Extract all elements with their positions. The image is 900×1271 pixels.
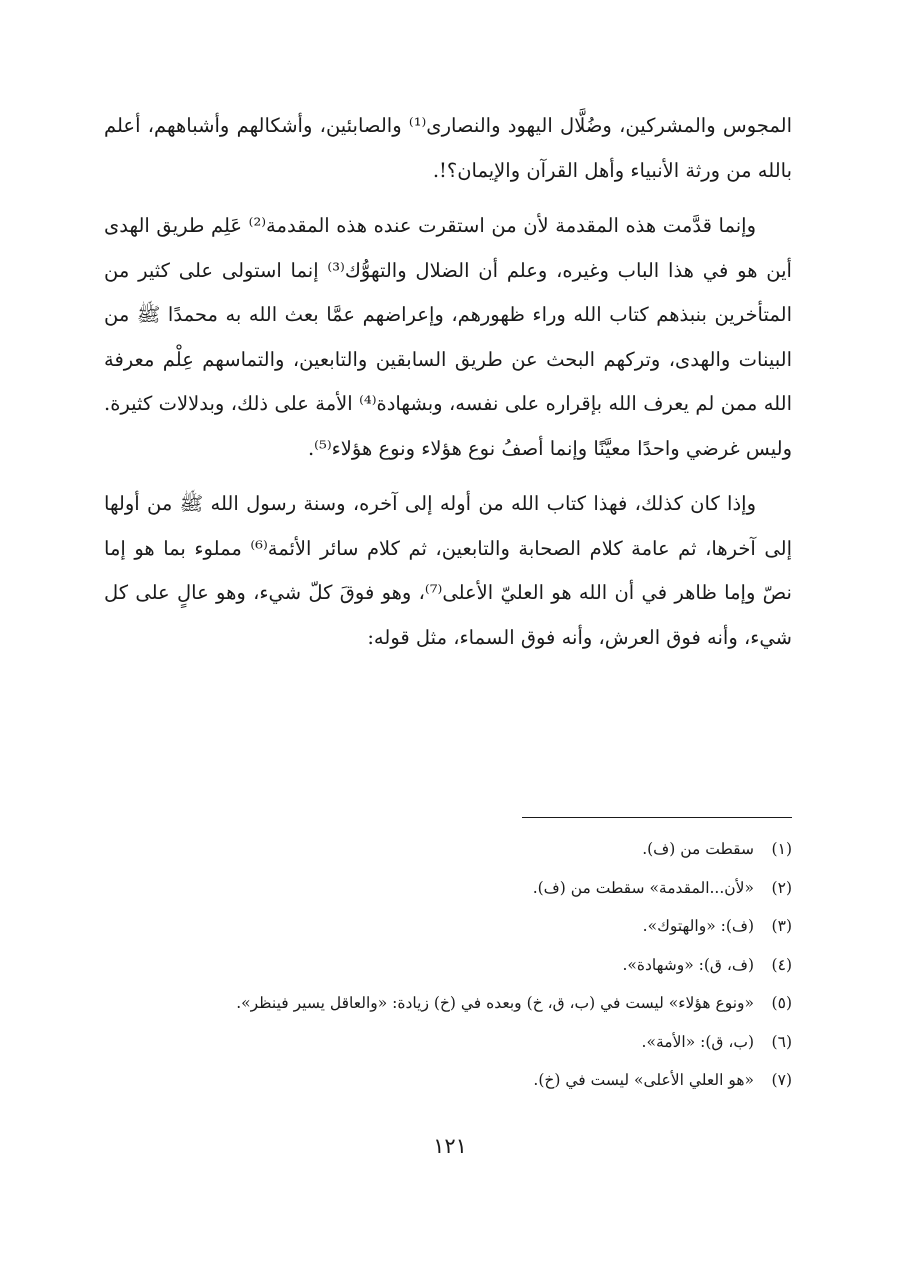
footnotes-list: [104, 830, 792, 1100]
footnote-text: «لأن...المقدمة» سقطت من (ف).: [532, 878, 754, 897]
footnote-text: (ب، ق): «الأمة».: [641, 1032, 754, 1051]
footnote-number: (٢): [771, 878, 792, 897]
footnote-text: (ف): «والهتوك».: [642, 917, 754, 935]
footnote-text: (ف، ق): «وشهادة».: [622, 955, 754, 974]
footnote-divider: [522, 817, 792, 818]
footnote-number: (٧): [771, 1071, 792, 1089]
footnote-item: [104, 869, 792, 908]
footnote-number: (٥): [771, 994, 792, 1012]
footnote-number: (٣): [771, 917, 792, 935]
paragraph-3: وإذا كان كذلك، فهذا كتاب الله من أوله إلى آخره، وسنة رسول الله ﷺ من أولها إلى آخرها، ثم عامة كلام الصحابة والتابعين، ثم كلام سائر الأئمة⁽⁶⁾ مملوء بما هو إما نصّ وإما ظاهر في أن الله هو العليّ الأعلى⁽⁷⁾، وهو فوقَ كلّ شيء، وهو عالٍ على كل شيء، وأنه فوق العرش، وأنه فوق السماء، مثل قوله:: [104, 492, 792, 649]
paragraph-2: وإنما قدَّمت هذه المقدمة لأن من استقرت عنده هذه المقدمة⁽²⁾ عَلِم طريق الهدى أين هو في هذا الباب وغيره، وعلم أن الضلال والتهوُّك⁽³⁾ إنما استولى على كثير من المتأخرين بنبذهم كتاب الله وراء ظهورهم، وإعراضهم عمَّا بعث الله به محمدًا ﷺ من البينات والهدى، وتركهم البحث عن طريق السابقين والتابعين، والتماسهم عِلْم معرفة الله ممن لم يعرف الله بإقراره على نفسه، وبشهادة⁽⁴⁾ الأمة على ذلك، وبدلالات كثيرة. وليس غرضي واحدًا معيَّنًا وإنما أصفُ نوع هؤلاء ونوع هؤلاء⁽⁵⁾.: [104, 214, 793, 460]
footnote-item: [104, 907, 792, 946]
footnote-item: [104, 1061, 792, 1100]
page-number: ١٢١: [433, 1134, 467, 1158]
footnote-number: (٦): [771, 1032, 792, 1051]
footnote-item: [104, 984, 792, 1023]
footnote-number: (١): [771, 840, 792, 858]
footnote-number: (٤): [771, 955, 792, 974]
footnote-item: [104, 1023, 792, 1062]
footnote-text: سقطت من (ف).: [642, 840, 754, 858]
paragraph-1: المجوس والمشركين، وضُلَّال اليهود والنصارى⁽¹⁾ والصابئين، وأشكالهم وأشباههم، أعلم بالله من ورثة الأنبياء وأهل القرآن والإيمان؟!.: [104, 114, 792, 182]
footnote-item: [104, 830, 792, 869]
footnote-text: «هو العلي الأعلى» ليست في (خ).: [533, 1071, 754, 1089]
footnote-item: [104, 946, 792, 985]
main-text-body: [104, 104, 792, 660]
footnote-text: «ونوع هؤلاء» ليست في (ب، ق، خ) وبعده في (خ) زيادة: «والعاقل يسير فينظر».: [236, 994, 754, 1012]
